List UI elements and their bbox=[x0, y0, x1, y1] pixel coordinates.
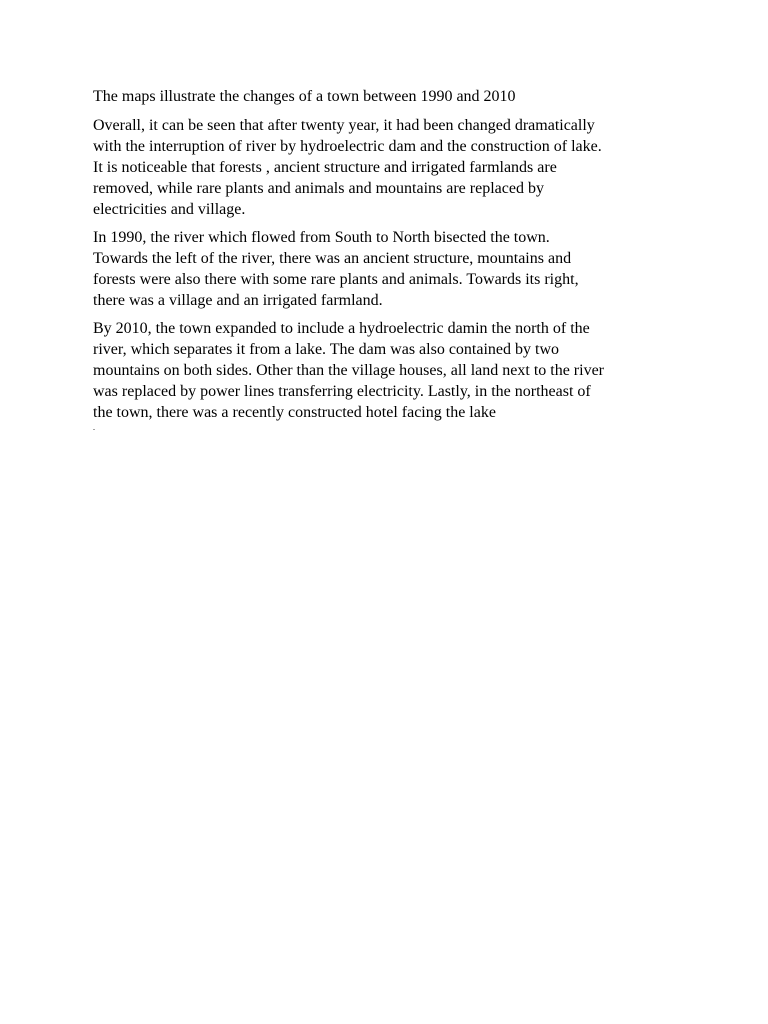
paragraph-line: It is noticeable that forests , ancient structure and irrigated farmlands are bbox=[93, 159, 557, 176]
paragraph-line: By 2010, the town expanded to include a hydroelectric damin the north of the bbox=[93, 320, 590, 337]
trailing-mark: . bbox=[93, 423, 95, 432]
paragraph-line: Overall, it can be seen that after twenty year, it had been changed dramatically bbox=[93, 117, 595, 134]
paragraph-line: with the interruption of river by hydroelectric dam and the construction of lake. bbox=[93, 138, 602, 155]
paragraph-line: Towards the left of the river, there was an ancient structure, mountains and bbox=[93, 250, 572, 267]
paragraph-line: there was a village and an irrigated farmland. bbox=[93, 292, 383, 309]
paragraph-1990 bbox=[93, 227, 693, 311]
paragraph-overall bbox=[93, 115, 693, 220]
paragraph-line: In 1990, the river which flowed from South to North bisected the town. bbox=[93, 229, 550, 246]
paragraph-line: removed, while rare plants and animals and mountains are replaced by bbox=[93, 180, 544, 197]
paragraph-line: electricities and village. bbox=[93, 201, 246, 218]
paragraph-line: river, which separates it from a lake. The dam was also contained by two bbox=[93, 341, 560, 358]
paragraph-2010 bbox=[93, 318, 693, 433]
paragraph-line: forests were also there with some rare plants and animals. Towards its right, bbox=[93, 271, 579, 288]
paragraph-line: was replaced by power lines transferring electricity. Lastly, in the northeast of bbox=[93, 383, 591, 400]
document-title: The maps illustrate the changes of a town between 1990 and 2010 bbox=[93, 88, 516, 105]
paragraph-line: mountains on both sides. Other than the village houses, all land next to the river bbox=[93, 362, 605, 379]
document-body bbox=[93, 86, 693, 440]
paragraph-line: the town, there was a recently constructed hotel facing the lake bbox=[93, 404, 496, 421]
